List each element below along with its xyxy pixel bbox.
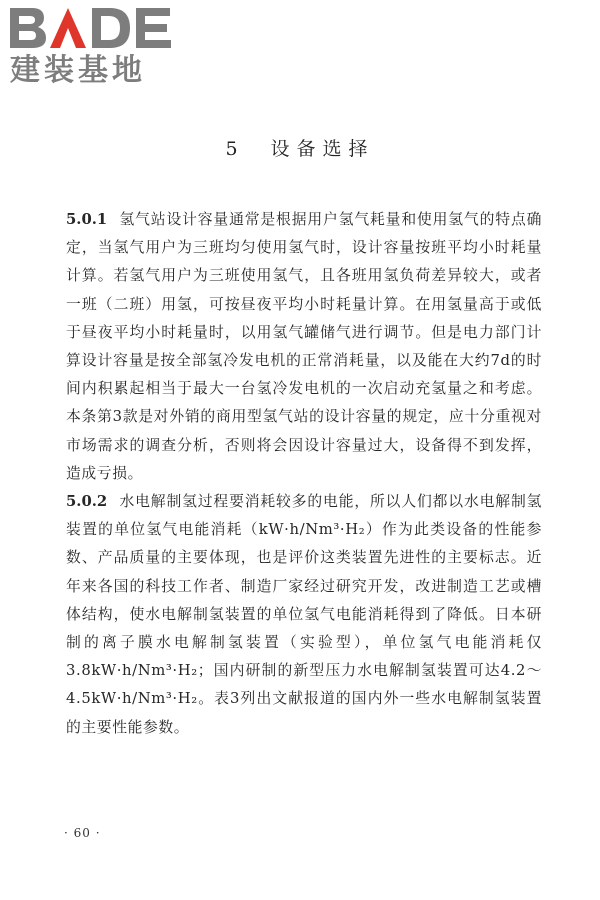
logo-subtitle: 建装基地 bbox=[10, 53, 146, 88]
document-body bbox=[66, 206, 542, 742]
clause-number: 5.0.1 bbox=[66, 211, 108, 228]
paragraph-5-0-1 bbox=[66, 206, 542, 488]
clause-text: 氢气站设计容量通常是根据用户氢气耗量和使用氢气的特点确定，当氢气用户为三班均匀使用氢气时，设计容量按班平均小时耗量计算。若氢气用户为三班使用氢气，且各班用氢负荷差异较大，或者一班（二班）用氢，可按昼夜平均小时耗量计算。在用氢量高于或低于昼夜平均小时耗量时，以用氢气罐储气进行调节。但是电力部门计算设计容量是按全部氢冷发电机的正常消耗量，以及能在大约7d的时间内积累起相当于最大一台氢冷发电机的一次启动充氢量之和考虑。本条第3款是对外销的商用型氢气站的设计容量的规定，应十分重视对市场需求的调查分析，否则将会因设计容量过大，设备得不到发挥，造成亏损。 bbox=[66, 211, 542, 482]
page-number: · 60 · bbox=[64, 826, 101, 840]
section-title: 5 设备选择 bbox=[225, 138, 375, 160]
clause-text: 水电解制氢过程要消耗较多的电能，所以人们都以水电解制氢装置的单位氢气电能消耗（kW·h/Nm³·H₂）作为此类设备的性能参数、产品质量的主要体现，也是评价这类装置先进性的主要标志。近年来各国的科技工作者、制造厂家经过研究开发，改进制造工艺或槽体结构，使水电解制氢装置的单位氢气电能消耗得到了降低。日本研制的离子膜水电解制氢装置（实验型），单位氢气电能消耗仅3.8kW·h/Nm³·H₂；国内研制的新型压力水电解制氢装置可达4.2～4.5kW·h/Nm³·H₂。表3列出文献报道的国内外一些水电解制氢装置的主要性能参数。 bbox=[66, 493, 542, 736]
clause-number: 5.0.2 bbox=[66, 493, 108, 511]
paragraph-5-0-2 bbox=[66, 488, 542, 742]
bade-logo-mark bbox=[10, 6, 178, 50]
bade-logo bbox=[10, 6, 178, 90]
